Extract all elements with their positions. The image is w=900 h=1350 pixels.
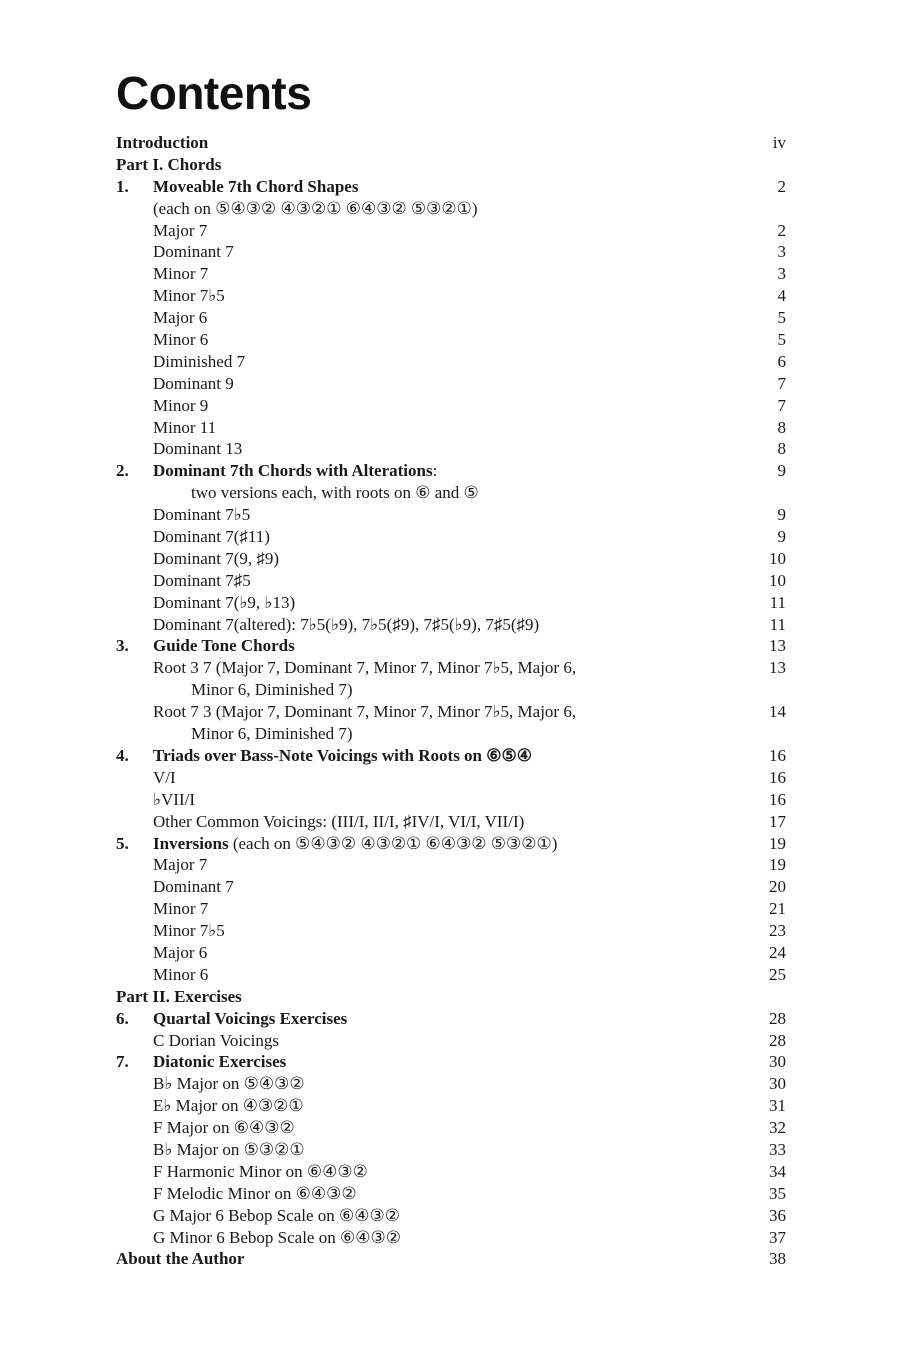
entry-title: Root 3 7 (Major 7, Dominant 7, Minor 7, Minor 7♭5, Major 6, (153, 658, 577, 678)
entry-title: Quartal Voicings Exercises (153, 1008, 348, 1028)
entry-title: Minor 6, Diminished 7) (191, 680, 353, 700)
entry-title: Minor 6, Diminished 7) (191, 724, 353, 744)
page-number: 21 (769, 899, 786, 919)
page-number: 2 (777, 176, 786, 196)
table-of-contents (116, 132, 786, 1270)
entry-title: Dominant 13 (153, 439, 243, 459)
chapter-number: 4. (116, 745, 129, 765)
toc-entry-sub (116, 876, 786, 898)
toc-entry-sub (116, 548, 786, 570)
page-number: 17 (769, 811, 786, 831)
chapter-number: 1. (116, 176, 129, 196)
page-number: 28 (769, 1008, 786, 1028)
toc-entry-sub (116, 351, 786, 373)
entry-title: Part I. Chords (116, 154, 222, 174)
entry-title: B♭ Major on ⑤③②① (153, 1139, 305, 1159)
entry-title: Major 6 (153, 308, 208, 328)
entry-title-suffix: : (432, 461, 438, 481)
toc-entry-sub (116, 789, 786, 811)
page-number: 35 (769, 1183, 786, 1203)
entry-title: E♭ Major on ④③②① (153, 1096, 304, 1116)
toc-entry-sub (116, 438, 786, 460)
page-number: 6 (777, 351, 786, 371)
chapter-number: 2. (116, 461, 129, 481)
page-number: 5 (777, 308, 786, 328)
entry-title: Major 6 (153, 942, 208, 962)
toc-entry-sub (116, 417, 786, 439)
entry-title: Guide Tone Chords (153, 636, 295, 656)
toc-entry-sub2 (116, 723, 786, 745)
entry-title: ♭VII/I (153, 789, 196, 809)
chapter-number: 7. (116, 1052, 129, 1072)
entry-title: Dominant 7 (153, 242, 234, 262)
entry-title: Minor 7 (153, 899, 209, 919)
toc-entry-sub (116, 942, 786, 964)
page-number: 36 (769, 1205, 786, 1225)
entry-title: Minor 11 (153, 417, 217, 437)
page-number: 13 (769, 636, 786, 656)
page-number: 11 (769, 614, 786, 634)
toc-entry-sub2 (116, 482, 786, 504)
toc-entry-top (116, 1248, 786, 1270)
page-number: 9 (777, 527, 786, 547)
toc-entry-part (116, 986, 786, 1008)
page-number: 19 (769, 855, 786, 875)
toc-entry-sub2 (116, 679, 786, 701)
toc-entry-sub (116, 1030, 786, 1052)
toc-entry-chapter (116, 833, 786, 855)
toc-entry-chapter (116, 1051, 786, 1073)
entry-title: G Minor 6 Bebop Scale on ⑥④③② (153, 1227, 401, 1247)
page-number: 30 (769, 1074, 786, 1094)
page-number: 38 (769, 1249, 786, 1269)
toc-entry-sub (116, 329, 786, 351)
entry-title: Minor 6 (153, 330, 209, 350)
entry-title: Diminished 7 (153, 351, 246, 371)
page-number: 19 (769, 833, 786, 853)
toc-entry-chapter (116, 635, 786, 657)
toc-entry-sub (116, 1117, 786, 1139)
toc-entry-sub (116, 373, 786, 395)
toc-entry-sub (116, 263, 786, 285)
page-number: 5 (777, 330, 786, 350)
page-number: 34 (769, 1161, 786, 1181)
toc-entry-sub (116, 395, 786, 417)
page-number: 14 (769, 702, 786, 722)
page-number: 8 (777, 417, 786, 437)
page-number: 16 (769, 745, 786, 765)
entry-title: Introduction (116, 133, 209, 152)
toc-entry-chapter (116, 1008, 786, 1030)
chapter-number: 5. (116, 833, 129, 853)
toc-entry-sub (116, 307, 786, 329)
toc-entry-sub (116, 811, 786, 833)
page-number: 16 (769, 789, 786, 809)
page-number: 11 (769, 592, 786, 612)
toc-entry-sub (116, 1227, 786, 1249)
page-number: 32 (769, 1118, 786, 1138)
page-number: 16 (769, 767, 786, 787)
chapter-number: 6. (116, 1008, 129, 1028)
toc-entry-sub (116, 898, 786, 920)
toc-entry-sub (116, 285, 786, 307)
toc-entry-chapter (116, 176, 786, 198)
toc-entry-sub (116, 1161, 786, 1183)
entry-title: F Melodic Minor on ⑥④③② (153, 1183, 357, 1203)
entry-title: two versions each, with roots on ⑥ and ⑤ (191, 483, 479, 503)
entry-title: About the Author (116, 1249, 245, 1269)
page-number: iv (772, 133, 786, 152)
entry-title: (each on ⑤④③② ④③②① ⑥④③② ⑤③②①) (153, 198, 478, 218)
toc-entry-sub (116, 570, 786, 592)
page-number: 2 (777, 220, 786, 240)
chapter-number: 3. (116, 636, 129, 656)
entry-title: Other Common Voicings: (III/I, II/I, ♯IV/I, VI/I, VII/I) (153, 811, 525, 831)
toc-entry-sub (116, 1095, 786, 1117)
page-number: 25 (769, 964, 786, 984)
entry-title: V/I (153, 767, 176, 787)
entry-title: Dominant 9 (153, 373, 234, 393)
toc-entry-sub (116, 220, 786, 242)
entry-title: Triads over Bass-Note Voicings with Roots on ⑥⑤④ (153, 745, 532, 765)
page-number: 33 (769, 1139, 786, 1159)
toc-entry-sub (116, 504, 786, 526)
page-number: 7 (777, 395, 786, 415)
toc-entry-sub (116, 241, 786, 263)
entry-title: Dominant 7(9, ♯9) (153, 548, 280, 568)
toc-entry-sub (116, 1073, 786, 1095)
entry-title: Minor 6 (153, 964, 209, 984)
page-number: 31 (769, 1096, 786, 1116)
toc-entry-sub (116, 767, 786, 789)
toc-entry-sub (116, 701, 786, 723)
toc-entry-top (116, 132, 786, 154)
page-number: 7 (777, 373, 786, 393)
entry-title: Minor 7♭5 (153, 286, 225, 306)
toc-entry-sub (116, 964, 786, 986)
entry-title: Dominant 7(♭9, ♭13) (153, 592, 296, 612)
entry-title: Dominant 7(♯11) (153, 527, 270, 547)
entry-title: G Major 6 Bebop Scale on ⑥④③② (153, 1205, 400, 1225)
toc-entry-chapter (116, 745, 786, 767)
toc-entry-chapter (116, 460, 786, 482)
toc-entry-sub (116, 1205, 786, 1227)
entry-title: F Harmonic Minor on ⑥④③② (153, 1161, 368, 1181)
entry-title: Minor 7♭5 (153, 921, 225, 941)
page-number: 9 (777, 505, 786, 525)
toc-entry-sub (116, 1183, 786, 1205)
entry-title: Moveable 7th Chord Shapes (153, 176, 359, 196)
entry-title: Dominant 7(altered): 7♭5(♭9), 7♭5(♯9), 7♯5(♭9), 7♯5(♯9) (153, 614, 540, 634)
page-number: 24 (769, 942, 786, 962)
entry-title-suffix: (each on ⑤④③② ④③②① ⑥④③② ⑤③②①) (228, 833, 558, 853)
entry-title: Dominant 7♯5 (153, 570, 251, 590)
entry-title: Minor 9 (153, 395, 209, 415)
entry-title: Part II. Exercises (116, 986, 242, 1006)
page-number: 3 (777, 242, 786, 262)
entry-title: Dominant 7♭5 (153, 505, 251, 525)
entry-title: Root 7 3 (Major 7, Dominant 7, Minor 7, Minor 7♭5, Major 6, (153, 702, 577, 722)
page-number: 20 (769, 877, 786, 897)
page-number: 10 (769, 570, 786, 590)
page-number: 30 (769, 1052, 786, 1072)
page-number: 13 (769, 658, 786, 678)
toc-entry-sub (116, 526, 786, 548)
page-number: 10 (769, 548, 786, 568)
toc-entry-sub (116, 198, 786, 220)
entry-title: Dominant 7 (153, 877, 234, 897)
entry-title: Major 7 (153, 855, 208, 875)
page-number: 3 (777, 264, 786, 284)
entry-title: Diatonic Exercises (153, 1052, 287, 1072)
toc-entry-part (116, 154, 786, 176)
toc-entry-sub (116, 657, 786, 679)
entry-title: F Major on ⑥④③② (153, 1118, 295, 1138)
toc-entry-sub (116, 854, 786, 876)
entry-title: C Dorian Voicings (153, 1030, 279, 1050)
page-number: 37 (769, 1227, 786, 1247)
toc-entry-sub (116, 1139, 786, 1161)
page-number: 23 (769, 921, 786, 941)
toc-entry-sub (116, 592, 786, 614)
page-title: Contents (116, 67, 312, 119)
page-number: 9 (777, 461, 786, 481)
entry-title: Dominant 7th Chords with Alterations: (153, 461, 438, 481)
page-number: 4 (777, 286, 786, 306)
page-number: 8 (777, 439, 786, 459)
page-number: 28 (769, 1030, 786, 1050)
entry-title: Major 7 (153, 220, 208, 240)
toc-entry-sub (116, 920, 786, 942)
entry-title: Minor 7 (153, 264, 209, 284)
entry-title: Inversions (each on ⑤④③② ④③②① ⑥④③② ⑤③②①) (153, 833, 558, 853)
toc-entry-sub (116, 614, 786, 636)
entry-title: B♭ Major on ⑤④③② (153, 1074, 305, 1094)
